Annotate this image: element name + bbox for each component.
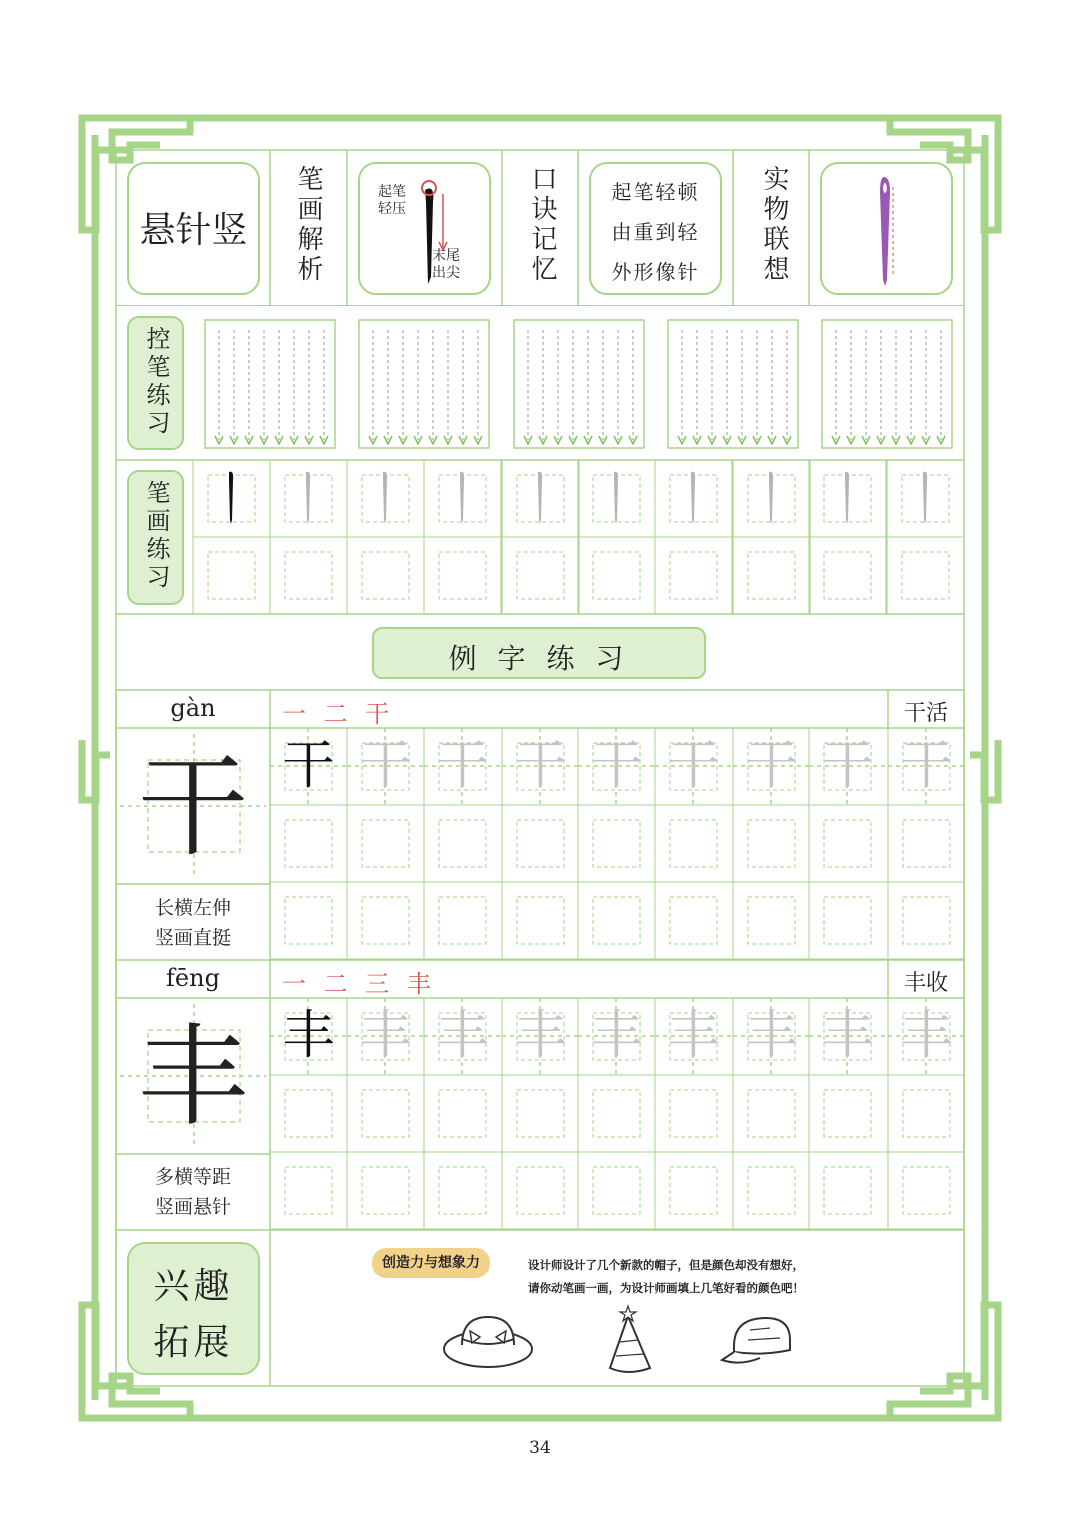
- trace-char: 干: [514, 736, 567, 796]
- stroke-analysis-box: [358, 162, 491, 295]
- trace-char: 丰: [667, 1006, 720, 1066]
- interest-label-1: 兴趣: [153, 1266, 234, 1307]
- cap-icon: [720, 1310, 794, 1370]
- mnemonic-label: 口诀记忆: [527, 165, 557, 285]
- trace-char: 干: [900, 736, 953, 796]
- interest-tag: [127, 1242, 260, 1375]
- order-step: 干: [365, 700, 390, 728]
- order-step: 二: [323, 700, 348, 728]
- example-title-banner: [372, 627, 706, 679]
- trace-char: 丰: [359, 1006, 412, 1066]
- stroke-name-box: [127, 162, 260, 295]
- mnemonic-box: [589, 162, 722, 295]
- order-step: 二: [323, 970, 348, 998]
- pinyin-gan: gàn: [170, 694, 216, 722]
- trace-char: 干: [359, 736, 412, 796]
- instruction-line: 请你动笔画一画，为设计师画填上几笔好看的颜色吧！: [528, 1281, 804, 1295]
- pinyin-feng: fēng: [166, 964, 220, 992]
- analysis-label: 笔画解析: [293, 165, 323, 285]
- interest-instructions: [528, 1254, 804, 1300]
- stroke-order-feng: [282, 964, 431, 999]
- creativity-badge: 创造力与想象力: [372, 1248, 490, 1278]
- order-step: 丰: [406, 970, 431, 998]
- needle-icon: [872, 172, 902, 290]
- tips-feng: [116, 1162, 270, 1222]
- tip-line: 竖画直挺: [154, 927, 231, 949]
- object-box: [820, 162, 953, 295]
- sun-hat-icon: [440, 1305, 540, 1373]
- trace-char: 干: [821, 736, 874, 796]
- control-practice-tag: [127, 316, 184, 450]
- word-feng: 丰收: [903, 971, 948, 996]
- party-hat-icon: [598, 1302, 662, 1378]
- interest-label-2: 拓展: [153, 1322, 234, 1363]
- end-note: 末尾出尖: [432, 248, 460, 281]
- instruction-line: 设计师设计了几个新款的帽子，但是颜色却没有想好，: [528, 1258, 804, 1272]
- trace-char: 干: [590, 736, 643, 796]
- main-char-feng: 丰: [138, 1013, 248, 1141]
- trace-char: 丰: [436, 1006, 489, 1066]
- start-note: 起笔轻压: [378, 184, 406, 217]
- object-label: 实物联想: [759, 165, 789, 285]
- stroke-practice-tag: [127, 470, 184, 605]
- example-title: 例 字 练 习: [448, 642, 630, 675]
- tip-line: 竖画悬针: [154, 1196, 231, 1218]
- trace-char: 丰: [514, 1006, 567, 1066]
- trace-char: 丰: [745, 1006, 798, 1066]
- trace-char: 丰: [900, 1006, 953, 1066]
- trace-char: 干: [745, 736, 798, 796]
- trace-char: 丰: [282, 1006, 335, 1066]
- stroke-name: 悬针竖: [139, 210, 248, 251]
- page-number: 34: [529, 1438, 551, 1458]
- order-step: 三: [365, 970, 390, 998]
- mnemonic-line-2: 由重到轻: [611, 220, 700, 244]
- mnemonic-line-1: 起笔轻顿: [611, 180, 700, 204]
- mnemonic-line-3: 外形像针: [611, 260, 700, 284]
- trace-char: 干: [436, 736, 489, 796]
- order-step: 一: [282, 700, 306, 728]
- order-step: 一: [282, 970, 306, 998]
- stroke-order-gan: [282, 694, 389, 729]
- stroke-practice-label: 笔画练习: [142, 480, 170, 592]
- tip-line: 多横等距: [154, 1166, 231, 1188]
- trace-char: 丰: [821, 1006, 874, 1066]
- control-practice-label: 控笔练习: [142, 326, 170, 438]
- trace-char: 干: [282, 736, 335, 796]
- tips-gan: [116, 893, 270, 953]
- trace-char: 干: [667, 736, 720, 796]
- trace-char: 丰: [590, 1006, 643, 1066]
- tip-line: 长横左伸: [154, 897, 231, 919]
- main-char-gan: 干: [138, 743, 248, 871]
- word-gan: 干活: [903, 701, 948, 726]
